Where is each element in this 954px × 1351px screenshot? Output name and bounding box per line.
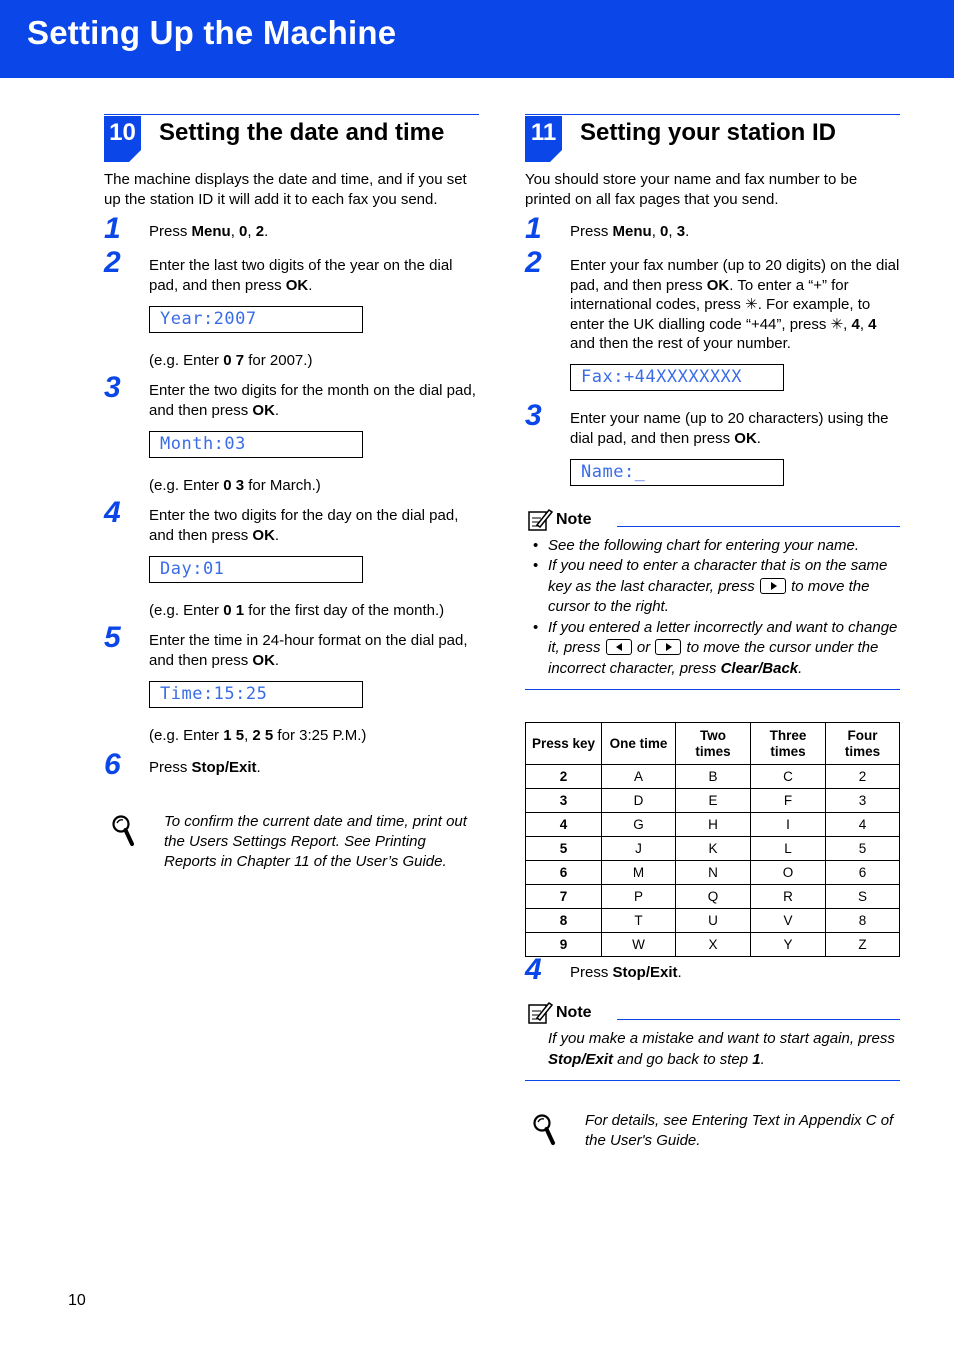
table-row — [526, 933, 900, 957]
table-cell: C — [751, 765, 826, 789]
section-header — [104, 114, 479, 162]
table-cell: 8 — [826, 909, 900, 933]
star-key-icon: ✳ — [830, 315, 844, 333]
note-pencil-icon — [527, 508, 553, 532]
table-cell: D — [602, 789, 676, 813]
left-arrow-key-icon — [606, 639, 632, 655]
step-1 — [104, 212, 479, 246]
table-row — [526, 837, 900, 861]
page-title: Setting Up the Machine — [27, 14, 397, 51]
step-6 — [104, 748, 479, 782]
magnifier-icon — [110, 814, 136, 848]
lcd-display: Year:2007 — [149, 306, 363, 333]
lcd-display: Name:_ — [570, 459, 784, 486]
step-text: Enter the two digits for the day on the dial pad, and then press OK. — [149, 507, 459, 544]
table-row — [526, 765, 900, 789]
section-title: Setting the date and time — [159, 119, 445, 146]
step-text: Enter the two digits for the month on the dial pad, and then press OK. — [149, 382, 476, 419]
table-header: Press key — [526, 723, 602, 765]
step-number: 5 — [104, 621, 121, 654]
table-cell: Q — [676, 885, 751, 909]
note-header — [525, 508, 900, 534]
step-text: Press Stop/Exit. — [570, 964, 682, 981]
step-text: Press Stop/Exit. — [149, 759, 261, 776]
table-cell: T — [602, 909, 676, 933]
star-key-icon: ✳ — [745, 296, 758, 313]
table-cell: W — [602, 933, 676, 957]
table-key-cell: 4 — [526, 813, 602, 837]
step-text: Enter the last two digits of the year on the dial pad, and then press OK. — [149, 257, 453, 294]
step-text: Press Menu, 0, 2. — [149, 223, 269, 240]
magnifier-icon — [531, 1113, 557, 1147]
section-intro: You should store your name and fax number to be printed on all fax pages that you send. — [525, 171, 858, 208]
table-row — [526, 861, 900, 885]
step-text: Enter the time in 24-hour format on the dial pad, and then press OK. — [149, 632, 468, 669]
table-cell: K — [676, 837, 751, 861]
table-cell: Y — [751, 933, 826, 957]
lcd-display: Day:01 — [149, 556, 363, 583]
table-cell: O — [751, 861, 826, 885]
lcd-display: Time:15:25 — [149, 681, 363, 708]
step-1 — [525, 212, 900, 246]
table-cell: 6 — [826, 861, 900, 885]
right-arrow-key-icon — [760, 578, 786, 594]
table-cell: A — [602, 765, 676, 789]
note-box — [525, 508, 900, 691]
section-title: Setting your station ID — [580, 119, 837, 146]
table-cell: J — [602, 837, 676, 861]
tip-text: To confirm the current date and time, print out the Users Settings Report. See Printing Reports in Chapter 11 of the User’s Guide. — [164, 813, 467, 870]
table-cell: H — [676, 813, 751, 837]
table-row — [526, 885, 900, 909]
tip-box — [104, 812, 479, 872]
step-2 — [104, 246, 479, 371]
table-cell: Z — [826, 933, 900, 957]
section-number-badge: 11 — [525, 116, 562, 162]
table-cell: 5 — [826, 837, 900, 861]
step-example: (e.g. Enter 0 7 for 2007.) — [149, 352, 313, 369]
table-cell: 2 — [826, 765, 900, 789]
table-cell: R — [751, 885, 826, 909]
header-banner — [0, 0, 954, 78]
note-label: Note — [556, 1004, 592, 1021]
table-cell: G — [602, 813, 676, 837]
step-number: 2 — [525, 246, 542, 279]
note-rule — [617, 526, 900, 527]
table-key-cell: 2 — [526, 765, 602, 789]
table-key-cell: 7 — [526, 885, 602, 909]
table-cell: 4 — [826, 813, 900, 837]
section-header — [525, 114, 900, 162]
step-example: (e.g. Enter 0 3 for March.) — [149, 477, 321, 494]
section-intro: The machine displays the date and time, and if you set up the station ID it will add it to each fax you send. — [104, 171, 467, 208]
note-header — [525, 1001, 900, 1027]
table-row — [526, 813, 900, 837]
step-text: Enter your name (up to 20 characters) using the dial pad, and then press OK. — [570, 409, 889, 447]
right-arrow-key-icon — [655, 639, 681, 655]
table-cell: M — [602, 861, 676, 885]
table-cell: B — [676, 765, 751, 789]
section-rule — [525, 114, 900, 115]
step-5 — [104, 621, 479, 746]
note-body — [525, 1029, 900, 1081]
section-station-id — [525, 114, 900, 1151]
step-number: 2 — [104, 246, 121, 279]
step-number: 6 — [104, 748, 121, 781]
table-header: One time — [602, 723, 676, 765]
page-number: 10 — [68, 1292, 86, 1309]
step-number: 4 — [104, 496, 121, 529]
table-cell: I — [751, 813, 826, 837]
table-cell: V — [751, 909, 826, 933]
note-text: If you make a mistake and want to start again, press Stop/Exit and go back to step 1. — [548, 1030, 895, 1068]
step-3 — [525, 398, 900, 486]
step-4 — [525, 953, 900, 987]
table-cell: S — [826, 885, 900, 909]
table-cell: X — [676, 933, 751, 957]
table-header: Three times — [751, 723, 826, 765]
table-key-cell: 5 — [526, 837, 602, 861]
table-key-cell: 3 — [526, 789, 602, 813]
table-cell: N — [676, 861, 751, 885]
character-table — [525, 722, 900, 957]
step-number: 1 — [104, 212, 121, 245]
table-cell: E — [676, 789, 751, 813]
note-item: • See the following chart for entering your name. — [525, 536, 900, 557]
section-number-badge: 10 — [104, 116, 141, 162]
table-row — [526, 909, 900, 933]
step-2 — [525, 246, 900, 391]
table-key-cell: 8 — [526, 909, 602, 933]
step-4 — [104, 496, 479, 621]
note-rule — [617, 1019, 900, 1020]
table-cell: P — [602, 885, 676, 909]
step-3 — [104, 371, 479, 496]
note-box-2 — [525, 1001, 900, 1081]
step-text: Press Menu, 0, 3. — [570, 223, 690, 240]
table-cell: L — [751, 837, 826, 861]
step-example: (e.g. Enter 1 5, 2 5 for 3:25 P.M.) — [149, 727, 367, 744]
tip-box — [525, 1111, 900, 1151]
tip-text: For details, see Entering Text in Appendix C of the User's Guide. — [585, 1112, 894, 1149]
step-number: 4 — [525, 953, 542, 986]
table-header: Two times — [676, 723, 751, 765]
table-key-cell: 6 — [526, 861, 602, 885]
note-pencil-icon — [527, 1001, 553, 1025]
note-item: • If you entered a letter incorrectly and want to change it, press or to move the cursor under the incorrect character, press Clear/Back. — [525, 618, 900, 680]
section-rule — [104, 114, 479, 115]
note-body — [525, 536, 900, 691]
step-number: 3 — [525, 398, 542, 432]
table-cell: U — [676, 909, 751, 933]
step-example: (e.g. Enter 0 1 for the first day of the month.) — [149, 602, 445, 619]
lcd-display: Month:03 — [149, 431, 363, 458]
table-cell: F — [751, 789, 826, 813]
table-header-row — [526, 723, 900, 765]
section-date-time — [104, 114, 479, 872]
table-cell: 3 — [826, 789, 900, 813]
step-number: 1 — [525, 212, 542, 245]
step-number: 3 — [104, 371, 121, 404]
note-label: Note — [556, 510, 592, 528]
lcd-display: Fax:+44XXXXXXXX — [570, 364, 784, 391]
note-item: • If you need to enter a character that is on the same key as the last character, press to move the cursor to the right. — [525, 556, 900, 618]
step-text: Enter your fax number (up to 20 digits) on the dial pad, and then press OK. To enter a “+” for international codes, press ✳. For example, to enter the UK dialling code “+44”, press ✳, 4, 4 and then the rest of your number. — [570, 257, 900, 352]
table-header: Four times — [826, 723, 900, 765]
table-row — [526, 789, 900, 813]
table-key-cell: 9 — [526, 933, 602, 957]
